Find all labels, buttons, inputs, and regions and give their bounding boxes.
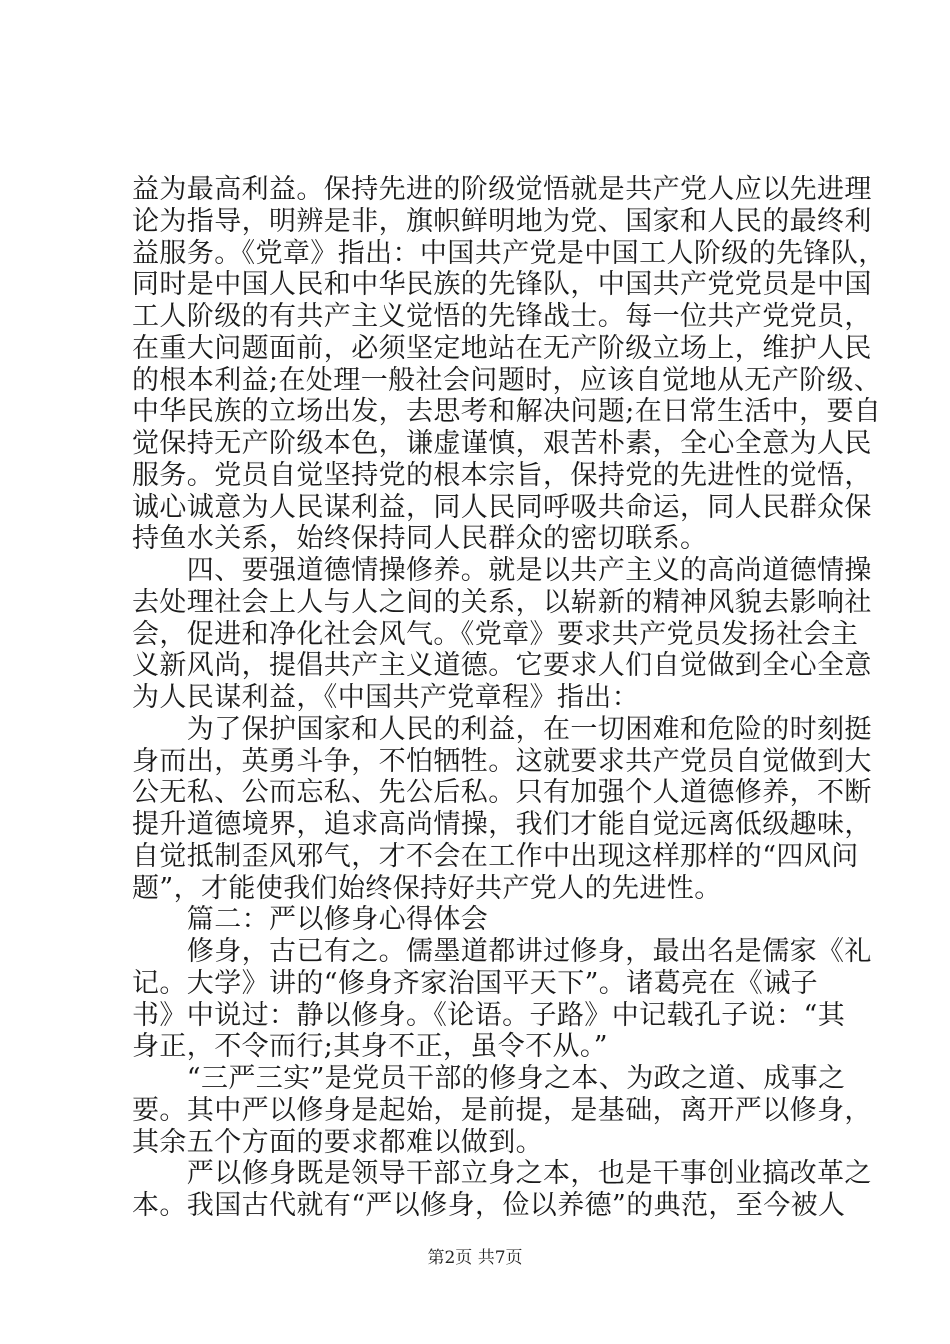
text-line: 修身，古已有之。儒墨道都讲过修身，最出名是儒家《礼 [132,936,872,967]
text-line: 工人阶级的有共产主义觉悟的先锋战士。每一位共产党党员， [132,301,872,332]
text-line: 去处理社会上人与人之间的关系，以崭新的精神风貌去影响社 [132,586,872,618]
text-line: 益服务。《党章》指出：中国共产党是中国工人阶级的先锋队， [132,237,886,269]
text-line: 会，促进和净化社会风气。《党章》要求共产党员发扬社会主 [132,618,859,650]
text-line: 论为指导，明辨是非，旗帜鲜明地为党、国家和人民的最终利 [132,205,872,237]
text-line: 益为最高利益。保持先进的阶级觉悟就是共产党人应以先进理 [132,174,872,205]
text-line: 在重大问题面前，必须坚定地站在无产阶级立场上，维护人民 [132,332,872,364]
text-line: 义新风尚，提倡共产主义道德。它要求人们自觉做到全心全意 [132,650,872,682]
text-line: 书》中说过：静以修身。《论语。子路》中记载孔子说：“其 [132,999,846,1031]
text-line: 中华民族的立场出发，去思考和解决问题;在日常生活中，要自 [132,396,882,428]
text-line: 同时是中国人民和中华民族的先锋队，中国共产党党员是中国 [132,269,872,301]
text-line: 为了保护国家和人民的利益，在一切困难和危险的时刻挺 [132,713,872,745]
text-line: 身而出，英勇斗争，不怕牺牲。这就要求共产党员自觉做到大 [132,745,872,777]
text-line: 诚心诚意为人民谋利益，同人民同呼吸共命运，同人民群众保 [132,491,872,523]
text-line: 提升道德境界，追求高尚情操，我们才能自觉远离低级趣味， [132,809,872,840]
text-line: 要。其中严以修身是起始，是前提，是基础，离开严以修身， [132,1094,872,1126]
text-line: 服务。党员自觉坚持党的根本宗旨，保持党的先进性的觉悟， [132,459,872,491]
text-line: 四、要强道德情操修养。就是以共产主义的高尚道德情操 [132,555,872,586]
text-line: 篇二：严以修身心得体会 [132,904,489,936]
text-line: 身正，不令而行;其身不正，虽令不从。” [132,1031,608,1063]
text-line: 自觉抵制歪风邪气，才不会在工作中出现这样那样的“四风问 [132,840,859,872]
text-line: 题”，才能使我们始终保持好共产党人的先进性。 [132,872,722,904]
text-line: “三严三实”是党员干部的修身之本、为政之道、成事之 [132,1063,846,1094]
document-body [132,174,886,1222]
text-line: 其余五个方面的要求都难以做到。 [132,1126,543,1158]
text-line: 本。我国古代就有“严以修身，俭以养德”的典范，至今被人 [132,1190,846,1221]
text-line: 为人民谋利益，《中国共产党章程》指出： [132,682,640,713]
text-line: 的根本利益;在处理一般社会问题时，应该自觉地从无产阶级、 [132,364,882,396]
text-line: 记。大学》讲的“修身齐家治国平天下”。诸葛亮在《诫子 [132,967,819,999]
text-line: 觉保持无产阶级本色，谦虚谨慎，艰苦朴素，全心全意为人民 [132,428,872,459]
text-line: 持鱼水关系，始终保持同人民群众的密切联系。 [132,523,708,555]
page-footer: 第2页 共7页 [427,1248,523,1268]
text-line: 严以修身既是领导干部立身之本，也是干事创业搞改革之 [132,1158,872,1190]
text-line: 公无私、公而忘私、先公后私。只有加强个人道德修养，不断 [132,777,872,809]
